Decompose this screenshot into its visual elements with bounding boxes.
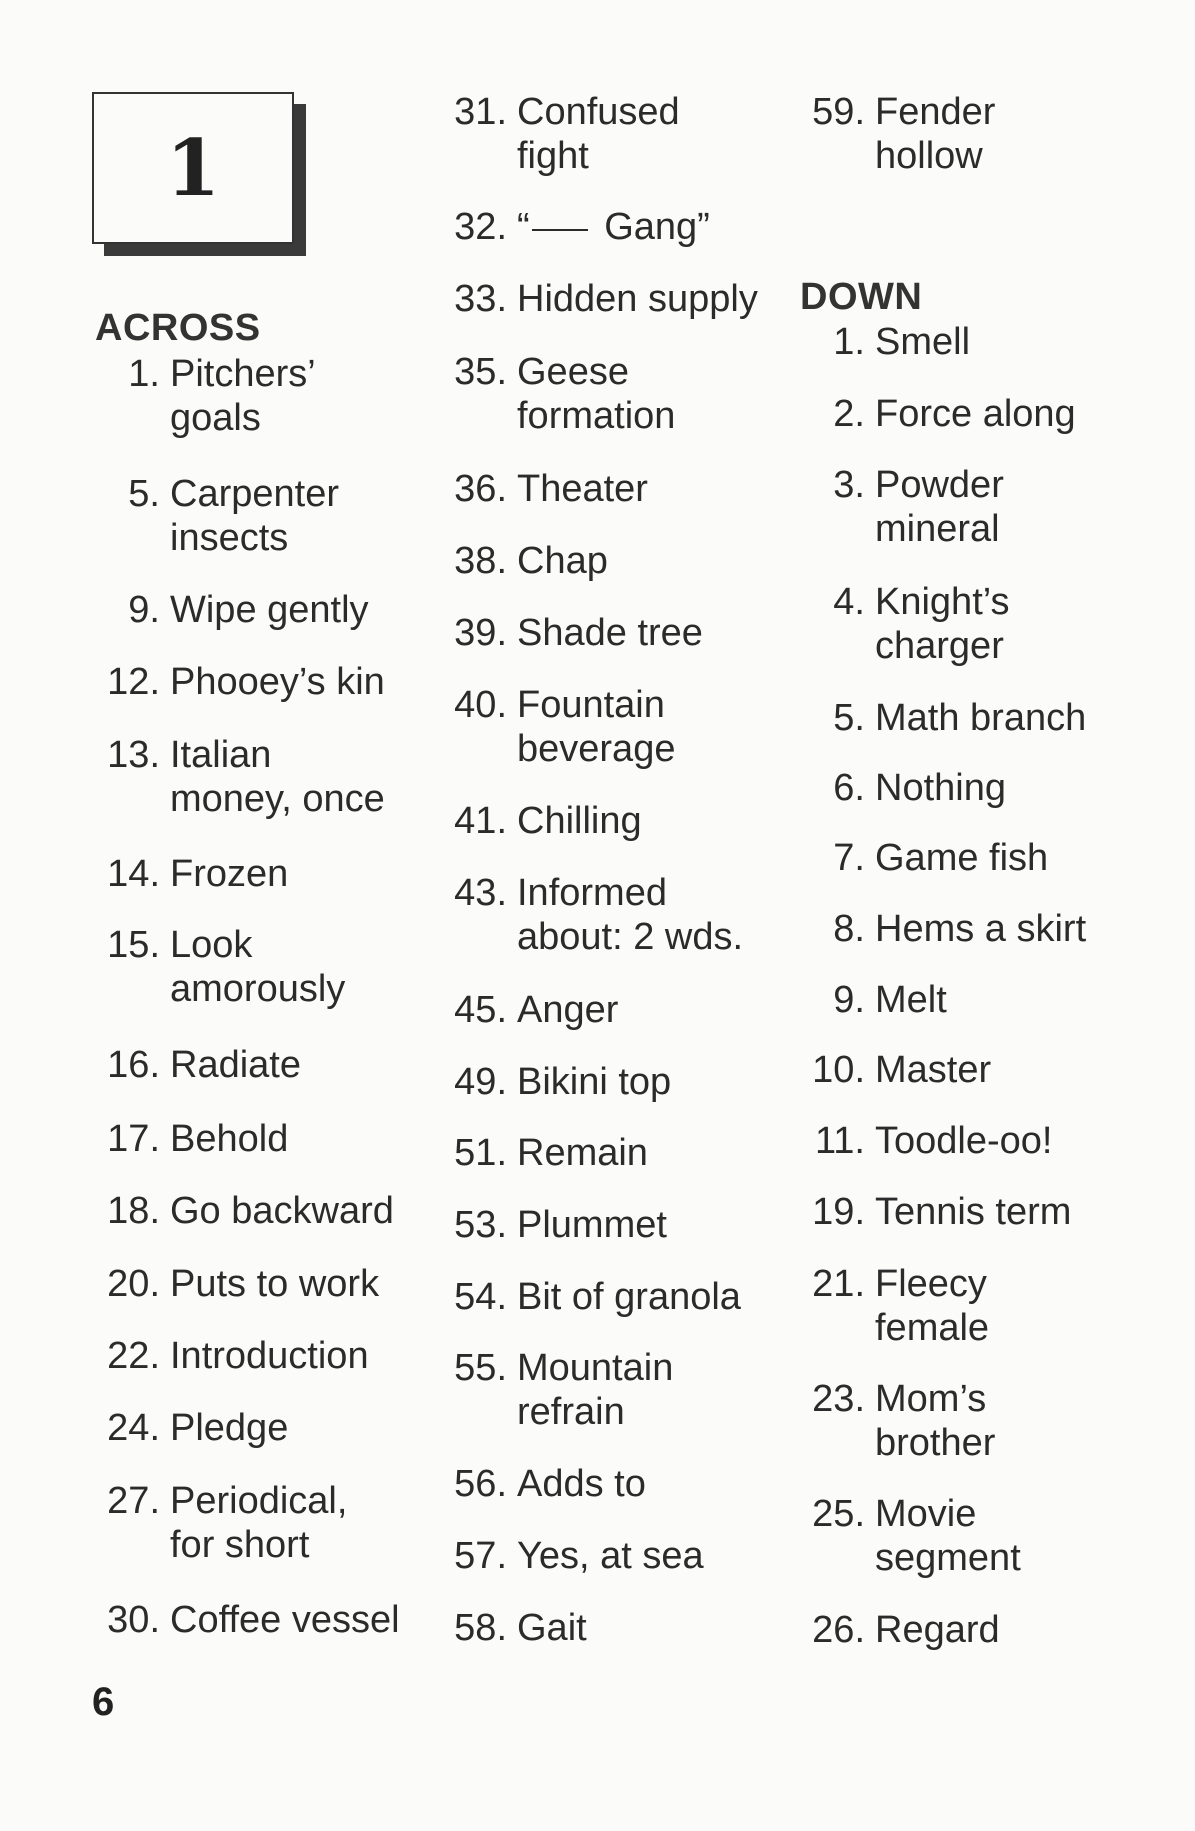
clue-text xyxy=(160,1598,400,1642)
clue-text xyxy=(865,836,1048,880)
across-clue-31 xyxy=(442,90,680,178)
clue-line-1: Toodle-oo! xyxy=(875,1120,1053,1162)
clue-line-1: Anger xyxy=(517,989,619,1031)
clue-number: 30. xyxy=(107,1599,160,1641)
clue-text xyxy=(865,320,970,364)
clue-line-1: Bikini top xyxy=(517,1061,672,1103)
clue-line-1: Radiate xyxy=(170,1044,301,1086)
clue-number: 4. xyxy=(833,581,865,623)
clue-text xyxy=(507,611,703,655)
clue-number: 9. xyxy=(833,979,865,1021)
clue-number: 15. xyxy=(107,924,160,966)
clue-text xyxy=(507,1203,667,1247)
clue-line-1: Nothing xyxy=(875,767,1006,809)
across-clue-40 xyxy=(442,683,675,771)
clue-line-1: Movie xyxy=(875,1493,977,1535)
clue-text xyxy=(160,1043,301,1087)
clue-text xyxy=(160,1406,288,1450)
clue-line-1: Italian xyxy=(170,734,272,776)
clue-text xyxy=(160,1479,347,1567)
clue-text xyxy=(160,472,339,560)
clue-number: 26. xyxy=(812,1609,865,1651)
clue-number: 9. xyxy=(128,589,160,631)
clue-text xyxy=(160,660,385,704)
clue-number: 10. xyxy=(812,1049,865,1091)
clue-text xyxy=(507,1346,673,1434)
down-clue-6 xyxy=(800,766,1006,810)
clue-line-1: Informed xyxy=(517,872,667,914)
clue-line-2: female xyxy=(875,1307,990,1349)
clue-line-2: formation xyxy=(517,395,676,437)
down-clue-10 xyxy=(800,1048,991,1092)
clue-text xyxy=(160,588,369,632)
clue-text-suffix: Gang” xyxy=(593,206,710,248)
across-clue-20 xyxy=(95,1262,379,1306)
clue-line-1: Pitchers’ xyxy=(170,353,316,395)
clue-text xyxy=(507,1275,741,1319)
clue-line-1: Mom’s xyxy=(875,1378,987,1420)
clue-line-1: Fender xyxy=(875,91,996,133)
down-clue-23 xyxy=(800,1377,995,1465)
clue-line-2: charger xyxy=(875,625,1004,667)
clue-text xyxy=(865,1492,1021,1580)
clue-text xyxy=(507,1534,704,1578)
clue-text xyxy=(507,205,710,249)
across-heading: ACROSS xyxy=(95,307,261,349)
down-clue-5 xyxy=(800,696,1086,740)
page-number: 6 xyxy=(92,1680,115,1724)
across-clue-53 xyxy=(442,1203,667,1247)
clue-line-2: for short xyxy=(170,1524,310,1566)
clue-text xyxy=(507,277,758,321)
clue-number: 54. xyxy=(454,1276,507,1318)
clue-text xyxy=(865,1262,989,1350)
clue-number: 8. xyxy=(833,908,865,950)
clue-number: 56. xyxy=(454,1463,507,1505)
across-clue-16 xyxy=(95,1043,301,1087)
clue-line-1: Gait xyxy=(517,1607,587,1649)
clue-text xyxy=(865,1377,995,1465)
clue-text xyxy=(507,350,675,438)
clue-line-2: refrain xyxy=(517,1391,625,1433)
clue-number: 14. xyxy=(107,853,160,895)
clue-number: 41. xyxy=(454,800,507,842)
clue-number: 17. xyxy=(107,1118,160,1160)
across-clue-45 xyxy=(442,988,618,1032)
clue-line-2: fight xyxy=(517,135,589,177)
clue-number: 20. xyxy=(107,1263,160,1305)
clue-line-1: Theater xyxy=(517,468,648,510)
clue-line-1: Chap xyxy=(517,540,608,582)
clue-number: 43. xyxy=(454,872,507,914)
clue-text xyxy=(507,1060,671,1104)
clue-text xyxy=(507,1606,587,1650)
clue-number: 58. xyxy=(454,1607,507,1649)
clue-text xyxy=(507,467,648,511)
clue-line-1: Pledge xyxy=(170,1407,289,1449)
clue-number: 13. xyxy=(107,734,160,776)
across-clue-51 xyxy=(442,1131,648,1175)
clue-number: 35. xyxy=(454,351,507,393)
down-clue-9 xyxy=(800,978,947,1022)
clue-number: 2. xyxy=(833,393,865,435)
clue-text xyxy=(865,1048,991,1092)
clue-number: 18. xyxy=(107,1190,160,1232)
clue-line-1: Knight’s xyxy=(875,581,1010,623)
down-clue-21 xyxy=(800,1262,989,1350)
across-clue-59 xyxy=(800,90,995,178)
across-clue-49 xyxy=(442,1060,671,1104)
fill-in-blank xyxy=(532,229,588,231)
clue-line-1: Confused xyxy=(517,91,680,133)
clue-line-2: money, once xyxy=(170,778,385,820)
clue-text xyxy=(160,852,288,896)
clue-number: 5. xyxy=(833,697,865,739)
clue-line-1: Periodical, xyxy=(170,1480,348,1522)
clue-line-1: Introduction xyxy=(170,1335,369,1377)
clue-line-1: Bit of granola xyxy=(517,1276,741,1318)
clue-line-2: brother xyxy=(875,1422,996,1464)
clue-text-prefix: “ xyxy=(517,206,530,248)
clue-line-2: mineral xyxy=(875,508,1000,550)
across-clue-22 xyxy=(95,1334,369,1378)
clue-text xyxy=(865,90,995,178)
clue-number: 1. xyxy=(833,321,865,363)
clue-line-1: Hems a skirt xyxy=(875,908,1087,950)
across-clue-12 xyxy=(95,660,385,704)
across-clue-24 xyxy=(95,1406,288,1450)
across-clue-13 xyxy=(95,733,385,821)
across-clue-54 xyxy=(442,1275,741,1319)
clue-line-1: Remain xyxy=(517,1132,648,1174)
clue-line-1: Carpenter xyxy=(170,473,339,515)
clue-text xyxy=(160,1189,394,1233)
across-clue-33 xyxy=(442,277,758,321)
clue-text xyxy=(160,1334,369,1378)
clue-number: 12. xyxy=(107,661,160,703)
clue-line-1: Adds to xyxy=(517,1463,646,1505)
clue-text xyxy=(865,580,1010,668)
across-clue-56 xyxy=(442,1462,646,1506)
clue-text xyxy=(865,392,1076,436)
clue-text xyxy=(507,1131,648,1175)
puzzle-number-box xyxy=(92,92,294,244)
clue-line-2: hollow xyxy=(875,135,983,177)
across-clue-27 xyxy=(95,1479,347,1567)
clue-text xyxy=(160,352,316,440)
clue-number: 5. xyxy=(128,473,160,515)
clue-text xyxy=(507,988,618,1032)
puzzle-number: 1 xyxy=(165,122,221,214)
clue-line-1: Master xyxy=(875,1049,992,1091)
clue-text xyxy=(507,90,680,178)
clue-line-1: Math branch xyxy=(875,697,1087,739)
clue-text xyxy=(507,799,642,843)
clue-number: 51. xyxy=(454,1132,507,1174)
clue-number: 24. xyxy=(107,1407,160,1449)
down-clue-8 xyxy=(800,907,1086,951)
clue-line-1: Melt xyxy=(875,979,947,1021)
clue-line-1: Fleecy xyxy=(875,1263,987,1305)
clue-text xyxy=(160,733,385,821)
clue-text xyxy=(865,766,1006,810)
clue-number: 55. xyxy=(454,1347,507,1389)
clue-number: 7. xyxy=(833,837,865,879)
across-clue-15 xyxy=(95,923,345,1011)
clue-line-1: Shade tree xyxy=(517,612,703,654)
clue-number: 45. xyxy=(454,989,507,1031)
clue-number: 38. xyxy=(454,540,507,582)
clue-text xyxy=(507,539,608,583)
clue-number: 25. xyxy=(812,1493,865,1535)
clue-number: 16. xyxy=(107,1044,160,1086)
clue-text xyxy=(507,683,675,771)
clue-line-1: Phooey’s kin xyxy=(170,661,385,703)
across-clue-32 xyxy=(442,205,710,249)
down-clue-1 xyxy=(800,320,970,364)
across-clue-18 xyxy=(95,1189,394,1233)
clue-number: 32. xyxy=(454,206,507,248)
across-clue-57 xyxy=(442,1534,704,1578)
across-clue-30 xyxy=(95,1598,400,1642)
down-clue-2 xyxy=(800,392,1076,436)
clue-text xyxy=(507,1462,646,1506)
clue-line-2: segment xyxy=(875,1537,1021,1579)
clue-number: 11. xyxy=(814,1120,865,1162)
clue-number: 6. xyxy=(833,767,865,809)
clue-line-1: Plummet xyxy=(517,1204,667,1246)
down-clue-26 xyxy=(800,1608,1000,1652)
clue-line-1: Smell xyxy=(875,321,971,363)
clue-line-1: Force along xyxy=(875,393,1076,435)
clue-line-1: Behold xyxy=(170,1118,289,1160)
clue-number: 19. xyxy=(812,1191,865,1233)
across-clue-43 xyxy=(442,871,743,959)
clue-line-1: Mountain xyxy=(517,1347,674,1389)
clue-line-1: Go backward xyxy=(170,1190,394,1232)
clue-line-2: amorously xyxy=(170,968,346,1010)
down-clue-7 xyxy=(800,836,1048,880)
clue-text xyxy=(865,907,1086,951)
clue-number: 53. xyxy=(454,1204,507,1246)
clue-number: 39. xyxy=(454,612,507,654)
clue-number: 40. xyxy=(454,684,507,726)
clue-text xyxy=(865,1190,1071,1234)
clue-number: 59. xyxy=(812,91,865,133)
across-clue-38 xyxy=(442,539,608,583)
across-clue-35 xyxy=(442,350,675,438)
across-clue-39 xyxy=(442,611,703,655)
clue-line-2: goals xyxy=(170,397,261,439)
clue-number: 1. xyxy=(128,353,160,395)
clue-number: 33. xyxy=(454,278,507,320)
clue-line-1: Frozen xyxy=(170,853,289,895)
clue-line-1: Wipe gently xyxy=(170,589,369,631)
clue-number: 36. xyxy=(454,468,507,510)
clue-line-1: Yes, at sea xyxy=(517,1535,704,1577)
clue-text xyxy=(865,1608,1000,1652)
down-clue-3 xyxy=(800,463,1004,551)
clue-line-2: about: 2 wds. xyxy=(517,916,744,958)
clue-text xyxy=(160,1117,288,1161)
down-clue-4 xyxy=(800,580,1010,668)
clue-text xyxy=(865,463,1004,551)
down-heading: DOWN xyxy=(800,276,923,318)
down-clue-11 xyxy=(800,1119,1052,1163)
across-clue-36 xyxy=(442,467,648,511)
clue-text xyxy=(865,1119,1052,1163)
clue-line-1: Regard xyxy=(875,1609,1000,1651)
clue-number: 22. xyxy=(107,1335,160,1377)
clue-text xyxy=(160,923,345,1011)
across-clue-58 xyxy=(442,1606,587,1650)
clue-text xyxy=(160,1262,379,1306)
clue-text xyxy=(507,871,743,959)
clue-number: 3. xyxy=(833,464,865,506)
clue-line-1: Geese xyxy=(517,351,629,393)
clue-text xyxy=(865,696,1086,740)
across-clue-14 xyxy=(95,852,288,896)
clue-line-1: Look xyxy=(170,924,253,966)
down-clue-25 xyxy=(800,1492,1021,1580)
across-clue-55 xyxy=(442,1346,673,1434)
clue-line-2: insects xyxy=(170,517,289,559)
clue-number: 57. xyxy=(454,1535,507,1577)
clue-line-1: Hidden supply xyxy=(517,278,758,320)
clue-line-1: Game fish xyxy=(875,837,1049,879)
clue-number: 21. xyxy=(812,1263,865,1305)
across-clue-9 xyxy=(95,588,369,632)
clue-number: 23. xyxy=(812,1378,865,1420)
clue-number: 49. xyxy=(454,1061,507,1103)
clue-line-1: Puts to work xyxy=(170,1263,380,1305)
clue-line-1: Fountain xyxy=(517,684,665,726)
clue-line-1: Coffee vessel xyxy=(170,1599,400,1641)
clue-number: 27. xyxy=(107,1480,160,1522)
clue-line-2: beverage xyxy=(517,728,676,770)
clue-text xyxy=(865,978,947,1022)
across-clue-5 xyxy=(95,472,339,560)
clue-line-1: Powder xyxy=(875,464,1004,506)
clue-number: 31. xyxy=(454,91,507,133)
across-clue-41 xyxy=(442,799,642,843)
down-clue-19 xyxy=(800,1190,1071,1234)
clue-line-1: Chilling xyxy=(517,800,642,842)
across-clue-17 xyxy=(95,1117,288,1161)
across-clue-1 xyxy=(95,352,316,440)
clue-line-1: Tennis term xyxy=(875,1191,1072,1233)
